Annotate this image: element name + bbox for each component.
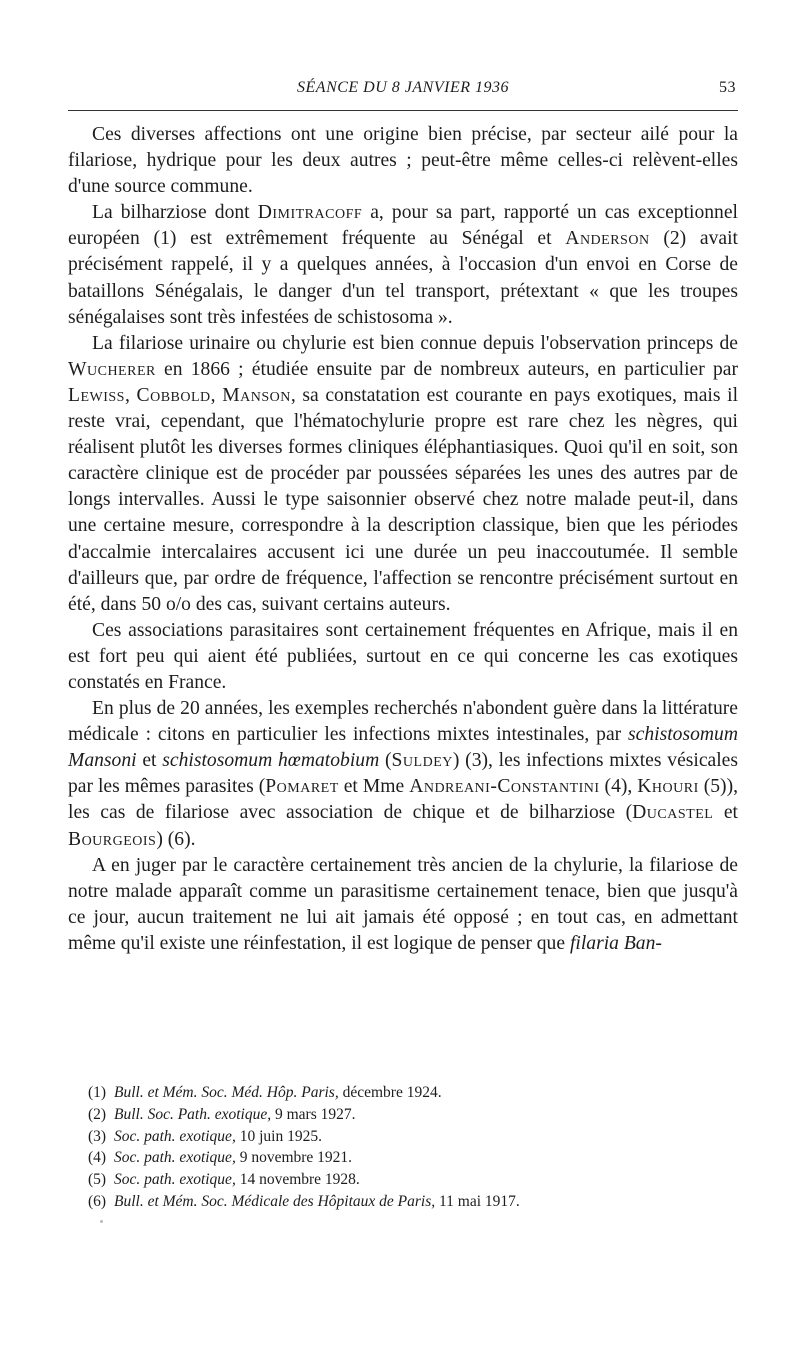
footnote: (5) Soc. path. exotique, 14 novembre 1928. — [88, 1171, 360, 1189]
author-name: Ducastel — [632, 802, 714, 824]
paragraph-2: La bilharziose dont Dimitracoff a, pour sa part, rapporté un cas exceptionnel européen (1) est extrêmement fréquente au Sénégal et Anderson (2) avait précisément rappelé, il y a quelques années, à l'occasion d'un envoi en Corse de bataillons Sénégalais, le danger d'un tel transport, prétextant « que les troupes sénégalaises sont très infestées de schistosoma ». — [68, 202, 738, 328]
paragraph-6: A en juger par le caractère certainement très ancien de la chylurie, la filariose de notre malade apparaît comme un parasitisme certainement tenace, bien que jusqu'à ce jour, aucun traitement ne lui ait jamais été opposé ; en tout cas, en admettant même qu'il existe une réinfestation, il est logique de penser que filaria Ban- — [68, 854, 738, 954]
footnotes — [88, 1082, 738, 1213]
paragraph-3: La filariose urinaire ou chylurie est bien connue depuis l'observation princeps de Wucherer en 1866 ; étudiée ensuite par de nombreux auteurs, en particulier par Lewiss, Cobbold, Manson, sa constatation est courante en pays exotiques, mais il reste vrai, cependant, que l'hématochylurie propre est rare chez les nègres, qui réalisent plutôt les diverses formes cliniques éléphantiasiques. Quoi qu'il en soit, son caractère clinique est de procéder par poussées séparées les unes des autres par de longs intervalles. Aussi le type saisonnier observé chez notre malade peut-il, dans une certaine mesure, correspondre à la description classique, bien que les périodes d'accalmie intercalaires accusent ici une durée un peu inaccoutumée. Il semble d'ailleurs que, par ordre de fréquence, l'affection se rencontre précisément surtout en été, dans 50 o/o des cas, suivant certains auteurs. — [68, 332, 739, 615]
footnote: (6) Bull. et Mém. Soc. Médicale des Hôpitaux de Paris, 11 mai 1917. — [88, 1192, 520, 1210]
header-rule — [68, 110, 738, 111]
author-name: Pomaret — [265, 776, 339, 798]
author-name: Lewiss — [68, 384, 125, 406]
author-name: Anderson — [565, 228, 650, 250]
author-name: Bourgeois — [68, 828, 157, 850]
species-name: schistosomum Mansoni — [68, 724, 738, 772]
author-name: Dimitracoff — [257, 202, 363, 224]
body-text — [68, 122, 738, 957]
author-name: Khouri — [637, 776, 699, 798]
paragraph-1: Ces diverses affections ont une origine bien précise, par secteur ailé pour la filariose, hydrique pour les deux autres ; peut-être même celles-ci relèvent-elles d'une source commune. — [68, 124, 738, 198]
page-header — [68, 79, 738, 101]
author-name: Cobbold — [136, 384, 211, 406]
author-name: Andreani-Constantini — [409, 776, 600, 798]
footnote: (4) Soc. path. exotique, 9 novembre 1921. — [88, 1149, 353, 1167]
footnote: (1) Bull. et Mém. Soc. Méd. Hôp. Paris, décembre 1924. — [88, 1084, 442, 1101]
paragraph-4: Ces associations parasitaires sont certainement fréquentes en Afrique, mais il en est fort peu qui aient été publiées, surtout en ce qui concerne les cas exotiques constatés en France. — [68, 619, 738, 693]
species-name: filaria Ban- — [569, 932, 662, 954]
running-title: SÉANCE DU 8 JANVIER 1936 — [297, 79, 509, 96]
print-speck — [100, 1220, 103, 1223]
footnote: (2) Bull. Soc. Path. exotique, 9 mars 1927. — [88, 1105, 356, 1123]
author-name: Suldey — [391, 750, 453, 772]
paragraph-5: En plus de 20 années, les exemples recherchés n'abondent guère dans la littérature médicale : citons en particulier les infections mixtes intestinales, par schistosomum Mansoni et schistosomum hœmatobium (Suldey) (3), les infections mixtes vésicales par les mêmes parasites (Pomaret et Mme Andreani-Constantini (4), Khouri (5)), les cas de filariose avec association de chique et de bilharziose (Ducastel et Bourgeois) (6). — [68, 698, 739, 850]
footnote: (3) Soc. path. exotique, 10 juin 1925. — [88, 1127, 322, 1145]
author-name: Wucherer — [68, 358, 156, 380]
author-name: Manson — [222, 384, 291, 406]
page-number: 53 — [719, 79, 736, 96]
species-name: schistosomum hœmatobium — [162, 750, 380, 772]
